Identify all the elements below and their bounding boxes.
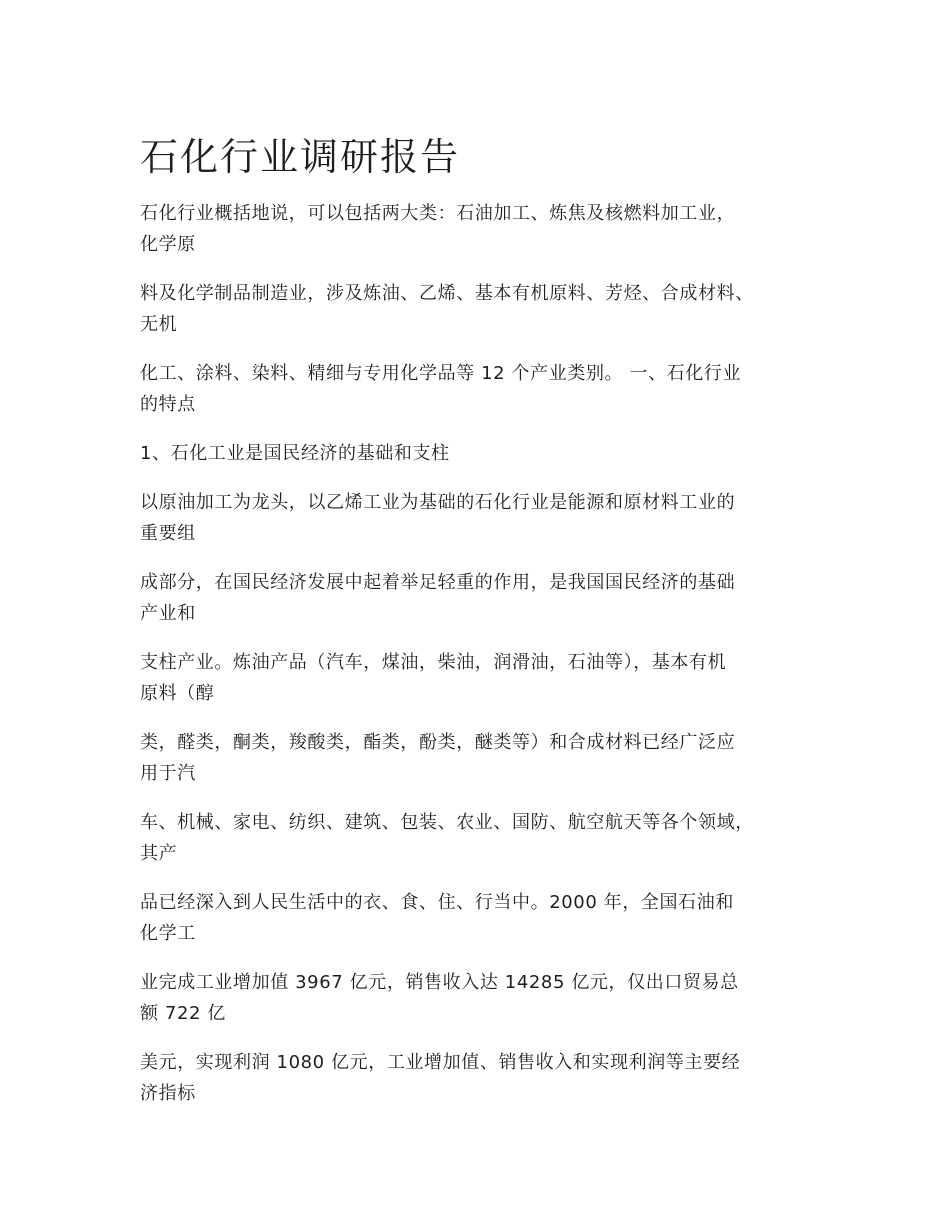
paragraph-line: 1、石化工业是国民经济的基础和支柱 (140, 443, 450, 464)
paragraph-line: 品已经深入到人民生活中的衣、食、住、行当中。2000 年，全国石油和 (140, 892, 734, 913)
paragraph-line: 化工、涂料、染料、精细与专用化学品等 12 个产业类别。 一、石化行业 (140, 363, 742, 384)
paragraph-line: 类，醛类，酮类，羧酸类，酯类，酚类，醚类等）和合成材料已经广泛应 (140, 732, 736, 753)
paragraph-line: 产业和 (140, 603, 196, 624)
body-paragraph (140, 438, 830, 469)
body-paragraph (140, 727, 830, 789)
document-body (140, 198, 830, 1127)
paragraph-line: 重要组 (140, 523, 196, 544)
paragraph-line: 原料（醇 (140, 683, 215, 704)
paragraph-line: 美元，实现利润 1080 亿元，工业增加值、销售收入和实现利润等主要经 (140, 1052, 741, 1073)
paragraph-line: 车、机械、家电、纺织、建筑、包装、农业、国防、航空航天等各个领域， (140, 812, 754, 833)
paragraph-line: 化学工 (140, 923, 196, 944)
paragraph-line: 的特点 (140, 394, 196, 415)
paragraph-line: 成部分，在国民经济发展中起着举足轻重的作用，是我国国民经济的基础 (140, 572, 736, 593)
body-paragraph (140, 487, 830, 549)
body-paragraph (140, 278, 830, 340)
body-paragraph (140, 967, 830, 1029)
paragraph-line: 济指标 (140, 1083, 196, 1104)
body-paragraph (140, 647, 830, 709)
body-paragraph (140, 198, 830, 260)
document-title: 石化行业调研报告 (140, 135, 461, 179)
paragraph-line: 额 722 亿 (140, 1003, 226, 1024)
paragraph-line: 支柱产业。炼油产品（汽车，煤油，柴油，润滑油，石油等），基本有机 (140, 652, 727, 673)
body-paragraph (140, 887, 830, 949)
paragraph-line: 化学原 (140, 234, 196, 255)
body-paragraph (140, 1047, 830, 1109)
paragraph-line: 石化行业概括地说，可以包括两大类：石油加工、炼焦及核燃料加工业， (140, 203, 736, 224)
paragraph-line: 无机 (140, 314, 178, 335)
paragraph-line: 料及化学制品制造业，涉及炼油、乙烯、基本有机原料、芳烃、合成材料、 (140, 283, 754, 304)
paragraph-line: 业完成工业增加值 3967 亿元，销售收入达 14285 亿元，仅出口贸易总 (140, 972, 739, 993)
body-paragraph (140, 567, 830, 629)
body-paragraph (140, 807, 830, 869)
body-paragraph (140, 358, 830, 420)
paragraph-line: 用于汽 (140, 763, 196, 784)
paragraph-line: 以原油加工为龙头，以乙烯工业为基础的石化行业是能源和原材料工业的 (140, 492, 736, 513)
paragraph-line: 其产 (140, 843, 178, 864)
